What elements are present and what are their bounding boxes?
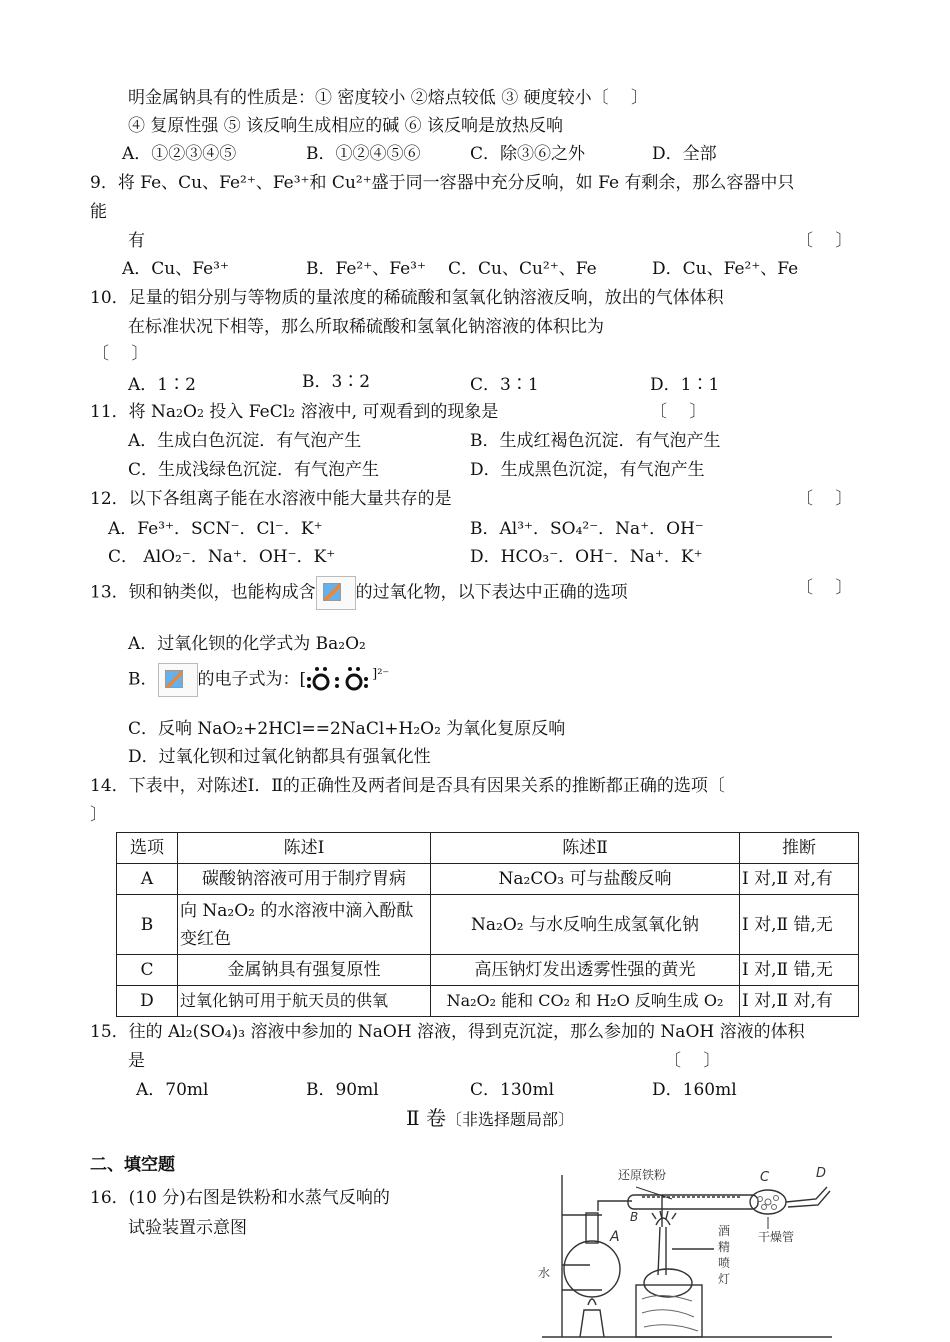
figure-label-c: C — [760, 1170, 770, 1185]
table-header-cell: 选项 — [117, 833, 178, 864]
q8-option-a: A．①②③④⑤ — [122, 144, 237, 164]
q15-answer-bracket: 〔 〕 — [664, 1051, 721, 1071]
q15-option-d: D．160ml — [652, 1080, 737, 1100]
q15-stem-line2: 是 — [128, 1051, 145, 1071]
broken-image-icon — [316, 576, 356, 610]
q8-option-d: D．全部 — [652, 144, 717, 164]
q11-option-a: A．生成白色沉淀．有气泡产生 — [128, 431, 362, 451]
table-header-cell: 推断 — [740, 833, 859, 864]
q9-stem-line3: 有 — [128, 231, 145, 251]
apparatus-figure — [532, 1165, 842, 1342]
figure-label-lamp — [718, 1224, 734, 1286]
figure-label-a: A — [610, 1229, 620, 1245]
table-header-cell: 陈述Ⅰ — [178, 833, 431, 864]
q12-option-a: A．Fe³⁺．SCN⁻．Cl⁻．K⁺ — [108, 519, 323, 539]
q11-option-d: D．生成黑色沉淀，有气泡产生 — [470, 460, 705, 480]
q11-option-b: B．生成红褐色沉淀．有气泡产生 — [470, 431, 721, 451]
q14-table — [116, 832, 859, 1017]
q10-stem-line1: 10．足量的铝分别与等物质的量浓度的稀硫酸和氢氧化钠溶液反响，放出的气体体积 — [90, 288, 724, 308]
figure-label-lamp-char: 喷 — [718, 1256, 731, 1270]
q10-option-d: D．1∶1 — [650, 375, 720, 395]
q9-option-b: B．Fe²⁺、Fe³⁺ — [306, 259, 426, 279]
figure-label-d: D — [816, 1166, 827, 1181]
table-cell: 高压钠灯发出透雾性强的黄光 — [431, 955, 740, 986]
table-cell: Na₂O₂ 与水反响生成氢氧化钠 — [431, 895, 740, 955]
table-cell: D — [117, 986, 178, 1017]
q8-option-b: B．①②④⑤⑥ — [306, 144, 421, 164]
q8-line1: 明金属钠具有的性质是：① 密度较小 ②熔点较低 ③ 硬度较小〔 〕 — [128, 88, 649, 108]
q9-option-d: D．Cu、Fe²⁺、Fe — [652, 259, 799, 279]
q12-option-b: B．Al³⁺．SO₄²⁻．Na⁺．OH⁻ — [470, 519, 704, 539]
q14-stem-end: 〕 — [90, 805, 107, 825]
table-cell: 碳酸钠溶液可用于制疗胃病 — [178, 864, 431, 895]
table-cell: 向 Na₂O₂ 的水溶液中滴入酚酞变红色 — [178, 895, 431, 955]
q12-answer-bracket: 〔 〕 — [796, 489, 853, 509]
table-row — [117, 986, 859, 1017]
figure-label-lamp-char: 精 — [718, 1240, 731, 1254]
table-cell: Ⅰ 对,Ⅱ 对,有 — [740, 864, 859, 895]
q9-option-a: A．Cu、Fe³⁺ — [122, 259, 229, 279]
table-row — [117, 955, 859, 986]
q10-option-a: A．1∶2 — [128, 375, 196, 395]
q10-answer-bracket: 〔 〕 — [92, 344, 149, 364]
q13-answer-bracket: 〔 〕 — [796, 578, 853, 598]
figure-label-water: 水 — [538, 1266, 551, 1280]
table-cell: Na₂O₂ 能和 CO₂ 和 H₂O 反响生成 O₂ — [431, 986, 740, 1017]
figure-label-b: B — [630, 1210, 639, 1224]
broken-image-icon — [158, 663, 198, 697]
q13-option-d: D．过氧化钡和过氧化钠都具有强氧化性 — [128, 747, 431, 767]
table-cell: Ⅰ 对,Ⅱ 错,无 — [740, 895, 859, 955]
figure-label-lamp-char: 灯 — [718, 1272, 731, 1286]
q13-stem: 13．钡和钠类似，也能构成含 的过氧化物，以下表达中正确的选项 — [90, 576, 628, 610]
part2-title: Ⅱ 卷〔非选择题局部〕 — [406, 1106, 574, 1130]
figure-label-lamp-char: 酒 — [718, 1224, 731, 1238]
q13-option-a: A．过氧化钡的化学式为 Ba₂O₂ — [128, 634, 366, 654]
table-cell: Ⅰ 对,Ⅱ 对,有 — [740, 986, 859, 1017]
q11-answer-bracket: 〔 〕 — [650, 402, 707, 422]
table-header-cell: 陈述Ⅱ — [431, 833, 740, 864]
peroxide-electron-dot-icon — [306, 665, 372, 695]
q13-option-c: C．反响 NaO₂+2HCl==2NaCl+H₂O₂ 为氧化复原反响 — [128, 719, 566, 739]
q10-option-b: B．3∶2 — [302, 372, 371, 392]
q8-line2: ④ 复原性强 ⑤ 该反响生成相应的碱 ⑥ 该反响是放热反响 — [128, 116, 564, 136]
table-cell: C — [117, 955, 178, 986]
table-row — [117, 895, 859, 955]
table-cell: 金属钠具有强复原性 — [178, 955, 431, 986]
q15-option-b: B．90ml — [306, 1080, 379, 1100]
q9-option-c: C．Cu、Cu²⁺、Fe — [448, 259, 597, 279]
q8-option-c: C．除③⑥之外 — [470, 144, 586, 164]
q11-option-c: C．生成浅绿色沉淀．有气泡产生 — [128, 460, 380, 480]
table-row — [117, 864, 859, 895]
q9-answer-bracket: 〔 〕 — [796, 231, 853, 251]
table-cell: A — [117, 864, 178, 895]
q13-option-b: B． 的电子式为：[ $^{]^{2-}}$ — [128, 663, 389, 697]
q9-stem-line2: 能 — [90, 202, 107, 222]
q12-stem: 12．以下各组离子能在水溶液中能大量共存的是 — [90, 489, 452, 509]
table-header-row — [117, 833, 859, 864]
q11-stem: 11．将 $Na_2O_2$ 投入 FeCl$_2$ 溶液中, 可观看到的现象是 — [90, 402, 499, 422]
q10-option-c: C．3∶1 — [470, 375, 539, 395]
q16-stem-line1: 16．(10 分)右图是铁粉和水蒸气反响的 — [90, 1188, 390, 1208]
q12-option-c: C． AlO₂⁻．Na⁺．OH⁻．K⁺ — [108, 547, 336, 567]
q12-option-d: D．HCO₃⁻．OH⁻．Na⁺．K⁺ — [470, 547, 703, 567]
table-cell: Ⅰ 对,Ⅱ 错,无 — [740, 955, 859, 986]
figure-label-iron: 还原铁粉 — [618, 1168, 667, 1182]
q10-stem-line2: 在标准状况下相等，那么所取稀硫酸和氢氧化钠溶液的体积比为 — [128, 317, 604, 337]
q15-option-a: A．70ml — [136, 1080, 209, 1100]
section-heading: 二、填空题 — [90, 1155, 175, 1175]
q15-option-c: C．130ml — [470, 1080, 555, 1100]
figure-label-dryer: 干燥管 — [758, 1230, 795, 1244]
q9-stem-line1: 9．将 Fe、Cu、Fe²⁺、Fe³⁺和 Cu²⁺盛于同一容器中充分反响，如 Fe 有剩余，那么容器中只 — [90, 173, 795, 193]
table-cell: 过氧化钠可用于航天员的供氧 — [178, 986, 431, 1017]
table-cell: B — [117, 895, 178, 955]
q15-stem-line1: 15．往的 Al₂(SO₄)₃ 溶液中参加的 NaOH 溶液，得到克沉淀，那么参加的 NaOH 溶液的体积 — [90, 1022, 805, 1042]
table-cell: Na₂CO₃ 可与盐酸反响 — [431, 864, 740, 895]
q14-stem: 14．下表中，对陈述Ⅰ．Ⅱ的正确性及两者间是否具有因果关系的推断都正确的选项〔 — [90, 776, 725, 796]
q16-stem-line2: 试验装置示意图 — [128, 1218, 247, 1238]
